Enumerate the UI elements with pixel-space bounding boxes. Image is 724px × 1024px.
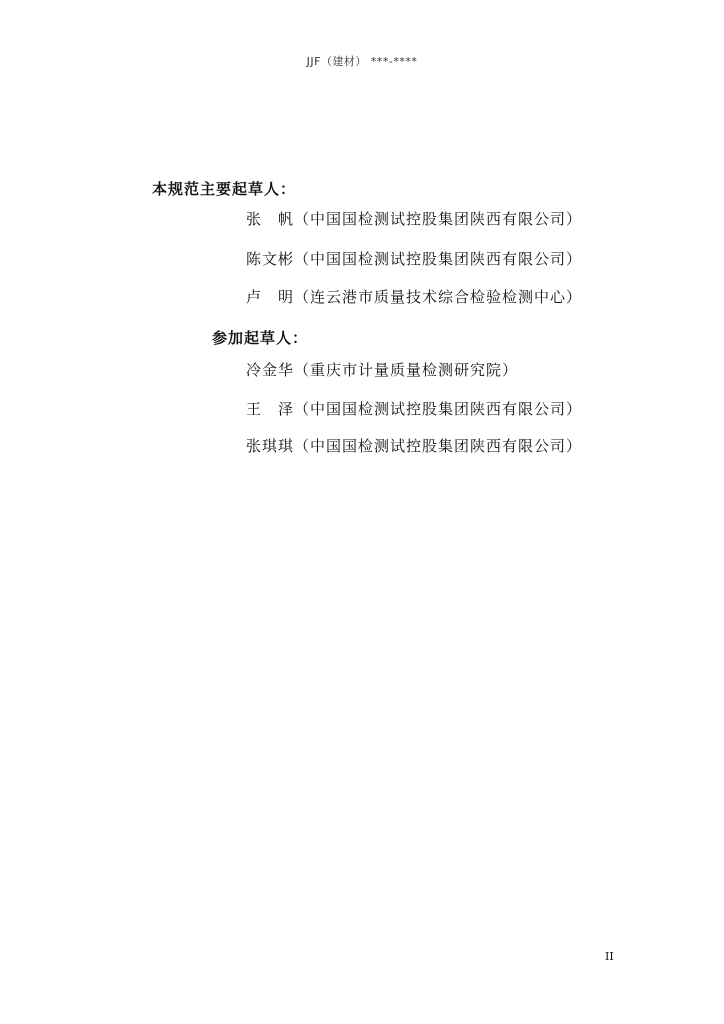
main-drafter-entry (246, 208, 582, 229)
drafter-organization: （中国国检测试控股集团陕西有限公司） (294, 437, 583, 455)
main-drafter-entry (246, 248, 582, 269)
participating-drafter-entry (246, 359, 518, 380)
drafter-organization: （中国国检测试控股集团陕西有限公司） (294, 250, 583, 268)
participating-drafter-entry (246, 435, 582, 456)
participating-drafters-title: 参加起草人： (212, 329, 309, 347)
main-drafters-title: 本规范主要起草人： (152, 180, 297, 198)
main-drafter-entry (246, 286, 582, 307)
drafter-organization: （中国国检测试控股集团陕西有限公司） (294, 210, 583, 228)
drafter-organization: （连云港市质量技术综合检验检测中心） (294, 288, 583, 306)
drafter-name: 冷金华 (246, 361, 295, 379)
drafter-name: 张琪琪 (246, 437, 295, 455)
participating-drafter-entry (246, 398, 582, 419)
drafter-organization: （中国国检测试控股集团陕西有限公司） (294, 400, 583, 418)
page-number: II (605, 950, 614, 963)
drafter-organization: （重庆市计量质量检测研究院） (294, 361, 519, 379)
drafter-name: 王 泽 (246, 400, 295, 418)
drafter-name: 张 帆 (246, 210, 295, 228)
drafter-name: 卢 明 (246, 288, 295, 306)
drafter-name: 陈文彬 (246, 250, 295, 268)
page-header: JJF（建材） ***-**** (306, 55, 418, 68)
